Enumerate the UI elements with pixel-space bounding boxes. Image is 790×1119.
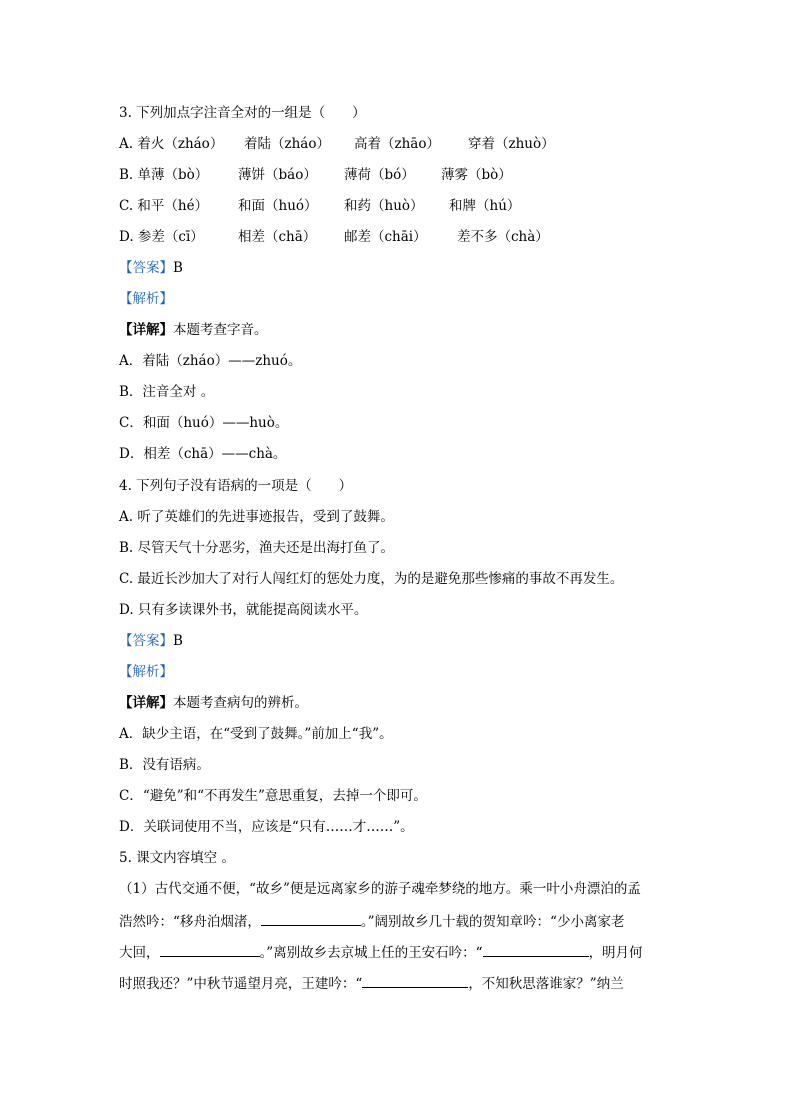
q3-option-a (119, 135, 555, 153)
fill-blank-2[interactable] (160, 942, 260, 957)
text-segment: 。”阔别故乡几十载的贺知章吟：“少小离家老 (360, 914, 625, 930)
answer-tag: 【答案】 (119, 633, 173, 649)
text-segment: ，明月何 (588, 945, 643, 961)
q5-para-line-1: （1）古代交通不便，“故乡”便是远离家乡的游子魂牵梦绕的地方。乘一叶小舟漂泊的孟 (119, 881, 641, 897)
q3-option-c (119, 197, 520, 215)
q4-analysis-tag: 【解析】 (119, 664, 173, 680)
q3-b-3: 薄荷（bó） (344, 167, 415, 183)
q3-d-2: 相差（chā） (238, 229, 317, 245)
q3-b-1: B. 单薄（bò） (119, 167, 209, 183)
q4-detail (119, 694, 308, 712)
q3-explain-c: C．和面（huó）——huò。 (119, 415, 289, 431)
q4-option-d: D. 只有多读课外书，就能提高阅读水平。 (119, 602, 368, 618)
q3-answer (119, 259, 183, 277)
text-segment: 。”离别故乡去京城上任的王安石吟：“ (259, 945, 483, 961)
q3-a-3: 高着（zhāo） (354, 136, 440, 152)
q3-option-d (119, 228, 549, 246)
fill-blank-1[interactable] (261, 911, 361, 926)
q4-answer (119, 632, 183, 650)
q4-stem: 4. 下列句子没有语病的一项是（ ） (119, 478, 353, 494)
q3-d-4: 差不多（chà） (457, 229, 549, 245)
fill-blank-4[interactable] (362, 973, 468, 988)
q5-para-line-4 (119, 973, 624, 993)
q3-explain-a: A．着陆（zháo）——zhuó。 (119, 353, 302, 369)
q4-option-b: B. 尽管天气十分恶劣，渔夫还是出海打鱼了。 (119, 540, 395, 556)
answer-value: B (173, 633, 183, 649)
q4-explain-a: A．缺少主语，在“受到了鼓舞。”前加上“我”。 (119, 726, 393, 742)
answer-value: B (173, 260, 183, 276)
q3-b-4: 薄雾（bò） (441, 167, 512, 183)
q3-c-4: 和牌（hú） (449, 198, 521, 214)
q4-option-a: A. 听了英雄们的先进事迹报告，受到了鼓舞。 (119, 509, 394, 525)
detail-text: 本题考查病句的辨析。 (173, 695, 308, 711)
q3-c-3: 和药（huò） (344, 198, 424, 214)
q3-analysis-tag: 【解析】 (119, 291, 173, 307)
text-segment: 时照我还？”中秋节遥望月亮，王建吟：“ (119, 976, 363, 992)
q3-option-b (119, 166, 512, 184)
detail-tag: 【详解】 (119, 322, 173, 338)
text-segment: 浩然吟：“移舟泊烟渚， (119, 914, 261, 930)
text-segment: 大回， (119, 945, 160, 961)
q3-b-2: 薄饼（báo） (238, 167, 317, 183)
q3-c-2: 和面（huó） (238, 198, 318, 214)
fill-blank-3[interactable] (483, 942, 589, 957)
text-segment: ，不知秋思落谁家？”纳兰 (468, 976, 624, 992)
q3-c-1: C. 和平（hé） (119, 198, 209, 214)
q3-d-1: D. 参差（cī） (119, 229, 204, 245)
q5-stem: 5. 课文内容填空 。 (119, 850, 235, 866)
q5-para-line-2 (119, 911, 624, 931)
detail-tag: 【详解】 (119, 695, 173, 711)
q3-stem: 3. 下列加点字注音全对的一组是（ ） (119, 105, 366, 121)
q3-d-3: 邮差（chāi） (344, 229, 427, 245)
q3-detail (119, 321, 268, 339)
q4-explain-c: C．“避免”和“不再发生”意思重复，去掉一个即可。 (119, 788, 427, 804)
q3-a-2: 着陆（zháo） (244, 136, 330, 152)
q4-option-c: C. 最近长沙加大了对行人闯红灯的惩处力度，为的是避免那些惨痛的事故不再发生。 (119, 571, 624, 587)
answer-tag: 【答案】 (119, 260, 173, 276)
q4-explain-b: B．没有语病。 (119, 757, 210, 773)
q3-explain-d: D．相差（chā）——chà。 (119, 446, 287, 462)
q5-para-line-3 (119, 942, 643, 962)
q3-a-1: A. 着火（zháo） (119, 136, 224, 152)
q3-a-4: 穿着（zhuò） (468, 136, 555, 152)
q4-explain-d: D．关联词使用不当，应该是“只有……才……”。 (119, 819, 414, 835)
q3-explain-b: B．注音全对 。 (119, 384, 215, 400)
detail-text: 本题考查字音。 (173, 322, 268, 338)
